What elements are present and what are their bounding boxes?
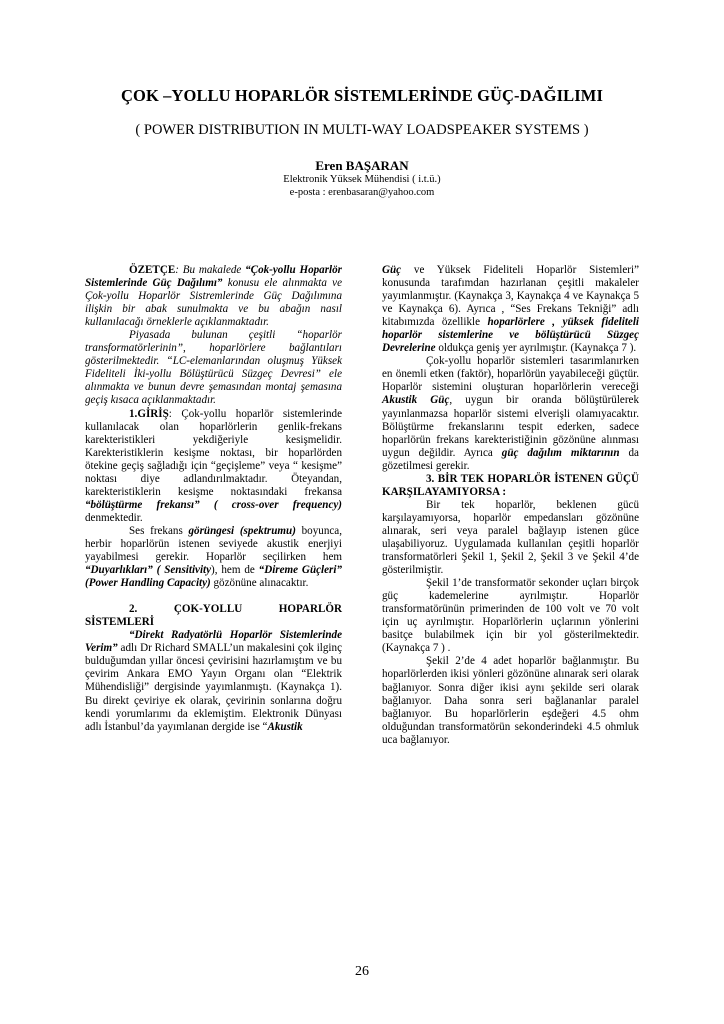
page-number: 26: [355, 964, 369, 979]
section-3-paragraph: Bir tek hoparlör, beklenen gücü karşılayamıyorsa, hoparlör empedansları gözönüne alınarak, seri veya paralel bağlayıp istenen güce ulaşabiliyoruz. Uygulamada kullanılan çeşitli hoparlör transformatörleri Şekil 1, Şekil 2, Şekil 3 ve Şekil 4’de gösterilmiştir.: [382, 498, 639, 577]
intro-paragraph: [85, 525, 342, 590]
intro-text: : Çok-yollu hoparlör sistemlerinde kullanılacak olan hoparlörlerin genlik-frekans karekteristikleri yekdiğeriyle kesişmelidir. Karekteristiklerin kesişme noktası, bir hoparlörden ötekine geçiş sağladığı için “geçişleme” veya “ kesişme” noktası diye adlandırılmaktadır. Öteyandan, karekteristiklerin kesişme noktasındaki frekansa: [85, 407, 342, 498]
intro-text: boyunca, herbir hoparlörün istenen seviyede akustik enerjiyi yayabilmesi gerekir. Hoparlör seçilirken hem: [85, 524, 342, 564]
intro-emphasis: “Direme Güçleri” (Power Handling Capacity): [85, 564, 342, 590]
right-emphasis: güç dağılım miktarının: [501, 446, 620, 459]
right-text: da gözetilmesi gerekir.: [382, 446, 639, 472]
section-3-heading: 3. BİR TEK HOPARLÖR İSTENEN GÜÇÜ KARŞILAYAMIYORSA :: [382, 472, 639, 498]
section-2-text: adlı Dr Richard SMALL’un makalesini çok ilginç bulduğumdan yıllar öncesi çevirisini hazırlamıştım ve bu çevirim Ankara EMO Yayın Organı olan “Elektrik Mühendisliği” dergisinde yayımlanmıştı. (Kaynakça 1). Bu direkt çeviriye ek olarak, çevirinin sonlarına doğru kendi yorumlarımı da eklemiştim. Elektronik Dünyası adlı İstanbul’da yayımlanan dergide ise “: [85, 642, 342, 733]
intro-emphasis: “Duyarlıkları” ( Sensitivity: [85, 564, 212, 577]
intro-text: Ses frekans: [129, 524, 189, 537]
right-text: ve Yüksek Fideliteli Hoparlör Sistemleri” konusunda tarafımdan hazırlanan çeşitli makaleler yayımlanmıştır. (Kaynakça 3, Kaynakça 4 ve Kaynakça 5 ve Kaynakça 6). Ayrıca , “Ses Frekans Tekniği” adlı kitabımızda özellikle: [382, 264, 639, 329]
intro-emphasis: görüngesi (spektrumu): [188, 524, 296, 537]
right-text: oldukça geniş yer ayrılmıştır. (Kaynakça 7 ).: [435, 342, 637, 355]
abstract-text: Piyasada bulunan çeşitli “hoparlör transformatörlerinin”, hoparlörlere bağlantıları gösterilmektedir. “LC-elemanlarından oluşmuş Yüksek Fideliteli İki-yollu Bölüştürücü Süzgeç Devresi” ele alınmakta ve bunun devre şemasından montaj şemasına geçiş kısaca açıklanmaktadır.: [85, 329, 342, 407]
section-2-heading: 2. ÇOK-YOLLU HOPARLÖR SİSTEMLERİ: [85, 603, 342, 629]
section-2-emphasis: Akustik: [267, 720, 303, 733]
right-text: , uygun bir oranda bölüştürülerek yayınlanmazsa hoparlör sistemi elverişli olamıyacaktır. Bölüştürme frekanslarını tespit ederken, sadece hoparlörün frekans karekteristiğinin gözönüne alınması uygun değildir. Ayrıca: [382, 394, 639, 459]
section-2-paragraph: [85, 629, 342, 733]
right-paragraph: [382, 264, 639, 355]
abstract-paragraph: [85, 329, 342, 407]
left-column: [85, 264, 342, 734]
intro-emphasis: “bölüştürme frekansı” ( cross-over frequency): [85, 498, 342, 511]
intro-text: denmektedir.: [85, 511, 143, 524]
paper-title: ÇOK –YOLLU HOPARLÖR SİSTEMLERİNDE GÜÇ-DAĞILIMI: [121, 86, 603, 105]
section-3-paragraph: Şekil 1’de transformatör sekonder uçları birçok güç kademelerine ayrılmıştır. Hoparlör transformatörünün primerinden de 100 volt ve 70 volt için uç ayrılmıştır. Hoparlörlerin uçlarının yönlerini basitçe bulabilmek için bir yol gösterilmektedir. (Kaynakça 7 ) .: [382, 577, 639, 655]
abstract-text: konusu ele alınmakta ve Çok-yollu Hoparlör Sistremlerinde Güç Dağılımına ilişkin bir abak sunulmakta ve bu abağın nasıl kullanılacağı örneklerle açıklanmaktadır.: [85, 277, 342, 329]
right-emphasis: Akustik Güç: [382, 394, 450, 407]
right-emphasis: hoparlörlere , yüksek fideliteli hoparlör sistemlerine ve bölüştürücü Süzgeç Devrelerine: [382, 316, 639, 355]
abstract-text: : Bu makalede: [175, 264, 246, 276]
author-email: e-posta : erenbasaran@yahoo.com: [289, 187, 435, 198]
section-3-paragraph: Şekil 2’de 4 adet hoparlör bağlanmıştır. Bu hoparlörlerden ikisi yönleri gözönüne alınarak seri olarak bağlanıyor. Sonra diğer ikisi aynı şekilde seri olarak bağlanıyor. Daha sonra seri bağlananlar paralel bağlanıyor. Bu hoparlörlerin eşdeğeri 4.5 ohm olduğundan transformatörün sekonderindeki 4.5 ohmluk uca bağlanıyor.: [382, 655, 639, 746]
paper-subtitle: ( POWER DISTRIBUTION IN MULTI-WAY LOADSPEAKER SYSTEMS ): [135, 122, 589, 138]
abstract-label: ÖZETÇE: [129, 264, 176, 276]
intro-paragraph: [85, 408, 342, 525]
right-emphasis: Güç: [382, 264, 402, 276]
intro-heading: 1.GİRİŞ: [129, 407, 169, 420]
right-text: Çok-yollu hoparlör sistemleri tasarımlanırken en önemli etken (faktör), hoparlörün yayabileceği güçtür. Hoparlör sistemini oluşturan hoparlörlerin vereceği: [382, 355, 639, 394]
abstract-paragraph: [85, 264, 342, 329]
section-2-emphasis: “Direkt Radyatörlü Hoparlör Sistemlerinde Verim”: [85, 629, 342, 655]
right-paragraph: [382, 355, 639, 472]
intro-text: gözönüne alınacaktır.: [210, 577, 309, 590]
abstract-topic: “Çok-yollu Hoparlör Sistemlerinde Güç Dağılımı”: [85, 264, 342, 290]
author-affiliation: Elektronik Yüksek Mühendisi ( i.t.ü.): [283, 174, 441, 185]
author-name: Eren BAŞARAN: [315, 158, 409, 173]
intro-text: ), hem de: [211, 564, 259, 577]
right-column: [382, 264, 639, 747]
